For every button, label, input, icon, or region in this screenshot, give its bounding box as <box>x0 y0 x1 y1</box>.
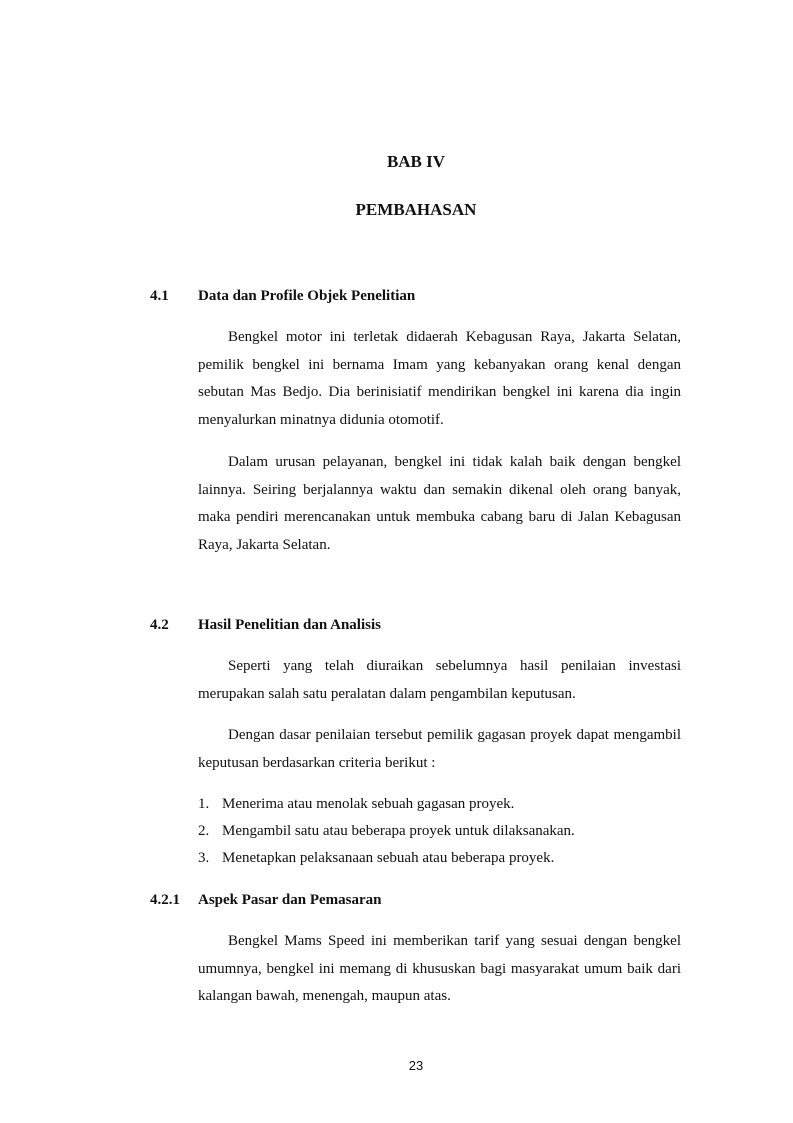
chapter-subtitle: PEMBAHASAN <box>355 200 477 219</box>
section-number: 4.2.1 <box>150 892 180 908</box>
list-text: Mengambil satu atau beberapa proyek untuk dilaksanakan. <box>222 823 575 839</box>
section-title: Aspek Pasar dan Pemasaran <box>198 892 382 908</box>
list-text: Menetapkan pelaksanaan sebuah atau beberapa proyek. <box>222 850 555 866</box>
section-title: Data dan Profile Objek Penelitian <box>198 288 416 304</box>
criteria-list <box>198 791 681 872</box>
section-heading-4-2-1 <box>150 892 382 909</box>
paragraph: Seperti yang telah diuraikan sebelumnya hasil penilaian investasi merupakan salah satu peralatan dalam pengambilan keputusan. <box>198 658 681 702</box>
list-item <box>198 791 681 818</box>
list-number: 2. <box>198 823 210 839</box>
chapter-title: BAB IV <box>386 152 446 171</box>
list-item <box>198 818 681 845</box>
section-heading-4-1 <box>150 288 415 305</box>
list-item <box>198 845 681 872</box>
paragraph: Bengkel motor ini terletak didaerah Kebagusan Raya, Jakarta Selatan, pemilik bengkel ini bernama Imam yang kebanyakan orang kenal dengan sebutan Mas Bedjo. Dia berinisiatif mendirikan bengkel ini karena dia ingin menyalurkan minatnya didunia otomotif. <box>198 329 681 428</box>
list-number: 3. <box>198 850 210 866</box>
list-text: Menerima atau menolak sebuah gagasan proyek. <box>222 796 515 812</box>
section-heading-4-2 <box>150 617 381 634</box>
section-number: 4.1 <box>150 288 169 304</box>
paragraph: Dalam urusan pelayanan, bengkel ini tidak kalah baik dengan bengkel lainnya. Seiring berjalannya waktu dan semakin dikenal oleh orang banyak, maka pendiri merencanakan untuk membuka cabang baru di Jalan Kebagusan Raya, Jakarta Selatan. <box>198 454 681 553</box>
page-number: 23 <box>408 1058 424 1073</box>
list-number: 1. <box>198 796 210 812</box>
paragraph: Bengkel Mams Speed ini memberikan tarif yang sesuai dengan bengkel umumnya, bengkel ini memang di khususkan bagi masyarakat umum baik dari kalangan bawah, menengah, maupun atas. <box>198 933 681 1004</box>
section-title: Hasil Penelitian dan Analisis <box>198 617 381 633</box>
paragraph: Dengan dasar penilaian tersebut pemilik gagasan proyek dapat mengambil keputusan berdasarkan criteria berikut : <box>198 727 681 771</box>
section-number: 4.2 <box>150 617 169 633</box>
